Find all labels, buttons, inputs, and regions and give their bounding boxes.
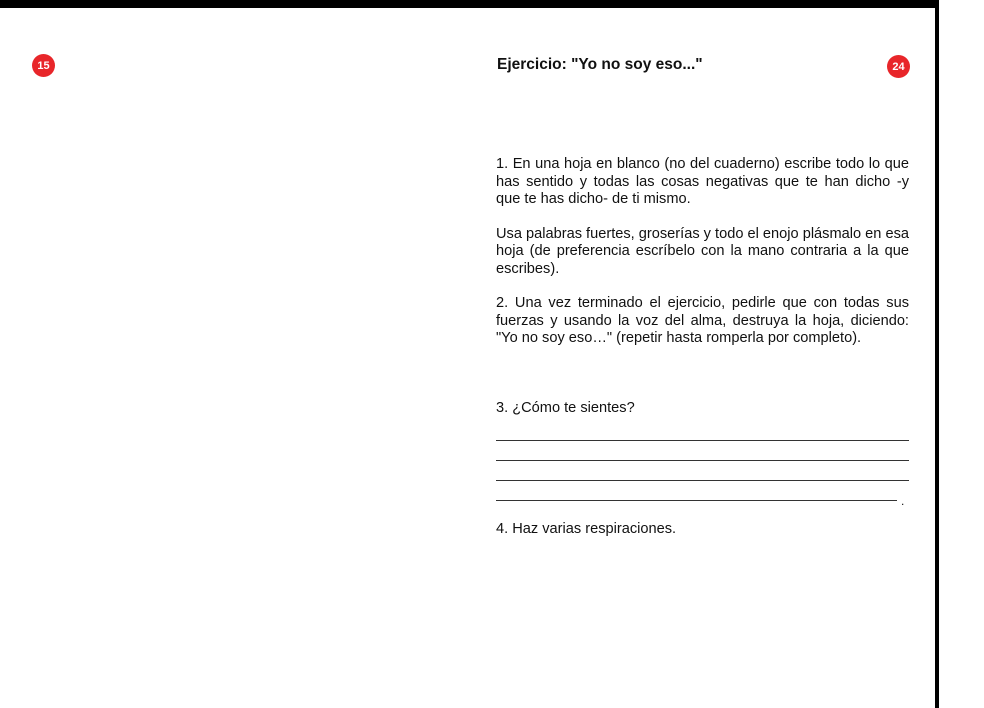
step-1-paragraph: 1. En una hoja en blanco (no del cuaderno) escribe todo lo que has sentido y todas las cosas negativas que te han dicho -y que te has dicho- de ti mismo. xyxy=(496,156,909,207)
answer-line xyxy=(496,449,909,461)
answer-line xyxy=(496,429,909,441)
instruction-paragraph: Usa palabras fuertes, groserías y todo el enojo plásmalo en esa hoja (de preferencia escríbelo con la mano contraria a la que escribes). xyxy=(496,225,909,277)
step-3-question: 3. ¿Cómo te sientes? xyxy=(496,399,635,416)
answer-line xyxy=(496,489,905,508)
exercise-title: Ejercicio: "Yo no soy eso..." xyxy=(497,56,703,73)
answer-line xyxy=(496,469,909,481)
answer-line-end: . xyxy=(901,494,905,508)
book-spread xyxy=(0,8,935,708)
step-4-paragraph: 4. Haz varias respiraciones. xyxy=(496,521,677,537)
right-margin xyxy=(935,0,984,708)
page-number-right: 24 xyxy=(887,55,910,78)
exercise-body xyxy=(496,156,909,539)
step-2-paragraph: 2. Una vez terminado el ejercicio, pedirle que con todas sus fuerzas y usando la voz del alma, destruya la hoja, diciendo: "Yo no soy eso…" (repetir hasta romperla por completo). xyxy=(496,295,909,346)
top-border xyxy=(0,0,939,8)
page-number-left: 15 xyxy=(32,54,55,77)
